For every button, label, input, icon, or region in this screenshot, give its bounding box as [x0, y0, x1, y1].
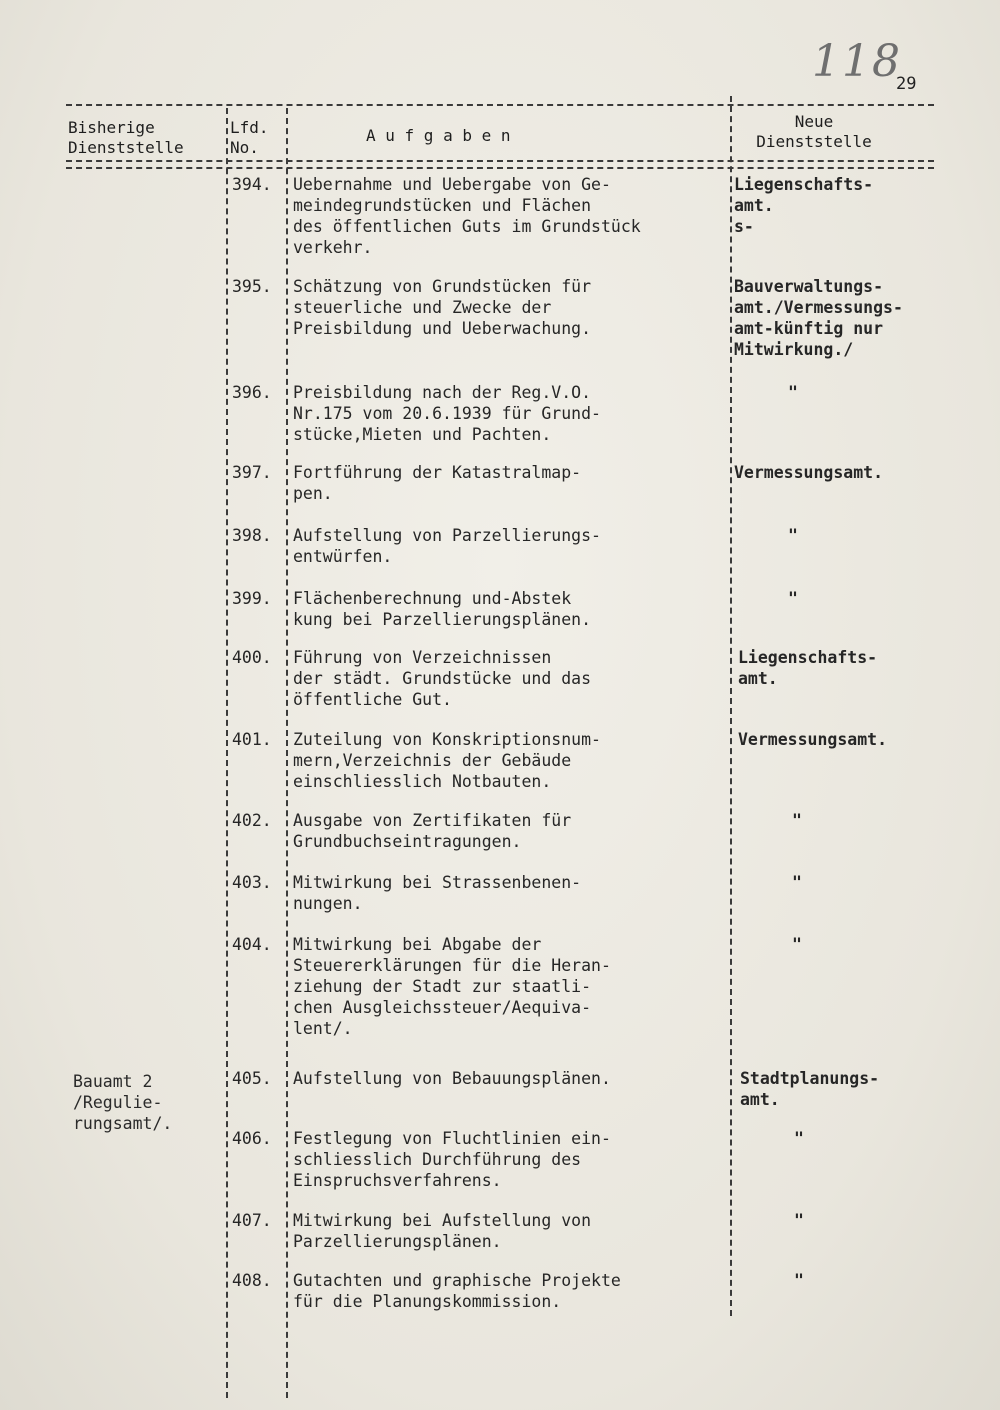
column-rule-1: [226, 108, 228, 1398]
row-new-office-ditto: ": [792, 873, 802, 892]
row-new-office: Liegenschafts- amt. s-: [734, 175, 874, 236]
header-rule-2: [66, 167, 934, 169]
header-number: [230, 118, 269, 158]
row-new-office-ditto: ": [794, 1211, 804, 1230]
row-task: Aufstellung von Bebauungsplänen.: [293, 1069, 611, 1088]
row-new-office-ditto: ": [788, 383, 798, 402]
row-number: 397.: [232, 463, 272, 482]
row-task: Gutachten und graphische Projekte für die Planungskommission.: [293, 1271, 621, 1311]
row-task: Ausgabe von Zertifikaten für Grundbuchseintragungen.: [293, 811, 572, 851]
handwritten-folio-number: 118: [812, 36, 902, 87]
row-new-office: Vermessungsamt.: [734, 463, 884, 482]
row-task: Festlegung von Fluchtlinien ein- schliesslich Durchführung des Einspruchsverfahrens.: [293, 1129, 611, 1190]
row-number: 396.: [232, 383, 272, 402]
row-number: 394.: [232, 175, 272, 194]
row-new-office-ditto: ": [788, 589, 798, 608]
row-new-office: Vermessungsamt.: [738, 730, 888, 749]
row-new-office-ditto: ": [794, 1129, 804, 1148]
row-task: Aufstellung von Parzellierungs- entwürfen.: [293, 526, 601, 566]
row-task: Zuteilung von Konskriptionsnum- mern,Verzeichnis der Gebäude einschliesslich Notbauten.: [293, 730, 601, 791]
old-office-bauamt: Bauamt 2 /Regulie- rungsamt/.: [73, 1072, 173, 1133]
row-new-office: Liegenschafts- amt.: [738, 648, 878, 688]
header-new-line2: Dienststelle: [756, 132, 872, 151]
row-task: Mitwirkung bei Aufstellung von Parzellierungsplänen.: [293, 1211, 592, 1251]
row-number: 408.: [232, 1271, 272, 1290]
row-number: 401.: [232, 730, 272, 749]
header-no-line2: No.: [230, 138, 259, 157]
row-task: Uebernahme und Uebergabe von Ge- meindegrundstücken und Flächen des öffentlichen Guts im Grundstück verkehr.: [293, 175, 641, 257]
row-number: 400.: [232, 648, 272, 667]
row-task: Führung von Verzeichnissen der städt. Grundstücke und das öffentliche Gut.: [293, 648, 592, 709]
row-new-office-ditto: ": [788, 526, 798, 545]
row-new-office-ditto: ": [794, 1271, 804, 1290]
row-new-office-ditto: ": [792, 811, 802, 830]
header-rule-1: [66, 160, 934, 162]
row-task: Fortführung der Katastralmap- pen.: [293, 463, 582, 503]
row-new-office-ditto: ": [792, 935, 802, 954]
row-task: Preisbildung nach der Reg.V.O. Nr.175 vom 20.6.1939 für Grund- stücke,Mieten und Pachten.: [293, 383, 601, 444]
row-task: Mitwirkung bei Strassenbenen- nungen.: [293, 873, 582, 913]
header-new-line1: Neue: [794, 112, 834, 131]
row-number: 402.: [232, 811, 272, 830]
row-number: 404.: [232, 935, 272, 954]
row-new-office: Bauverwaltungs- amt./Vermessungs- amt-künftig nur Mitwirkung./: [734, 277, 903, 359]
row-number: 399.: [232, 589, 272, 608]
row-number: 405.: [232, 1069, 272, 1088]
row-task: Schätzung von Grundstücken für steuerliche und Zwecke der Preisbildung und Ueberwachung.: [293, 277, 592, 338]
row-number: 406.: [232, 1129, 272, 1148]
column-rule-2: [286, 108, 288, 1398]
row-number: 407.: [232, 1211, 272, 1230]
header-no-line1: Lfd.: [230, 118, 269, 137]
row-task: Flächenberechnung und-Abstek kung bei Parzellierungsplänen.: [293, 589, 592, 629]
row-new-office: Stadtplanungs- amt.: [740, 1069, 880, 1109]
table-top-rule: [66, 104, 934, 106]
header-old-line1: Bisherige: [68, 118, 155, 137]
row-number: 395.: [232, 277, 272, 296]
header-new-office: [734, 112, 894, 152]
row-number: 403.: [232, 873, 272, 892]
row-number: 398.: [232, 526, 272, 545]
header-tasks: A u f g a b e n: [366, 126, 511, 145]
page-number: 29: [896, 74, 917, 94]
row-task: Mitwirkung bei Abgabe der Steuererklärungen für die Heran- ziehung der Stadt zur staatli- chen Ausgleichssteuer/Aequiva- lent/.: [293, 935, 611, 1038]
header-old-office: [68, 118, 184, 158]
header-old-line2: Dienststelle: [68, 138, 184, 157]
